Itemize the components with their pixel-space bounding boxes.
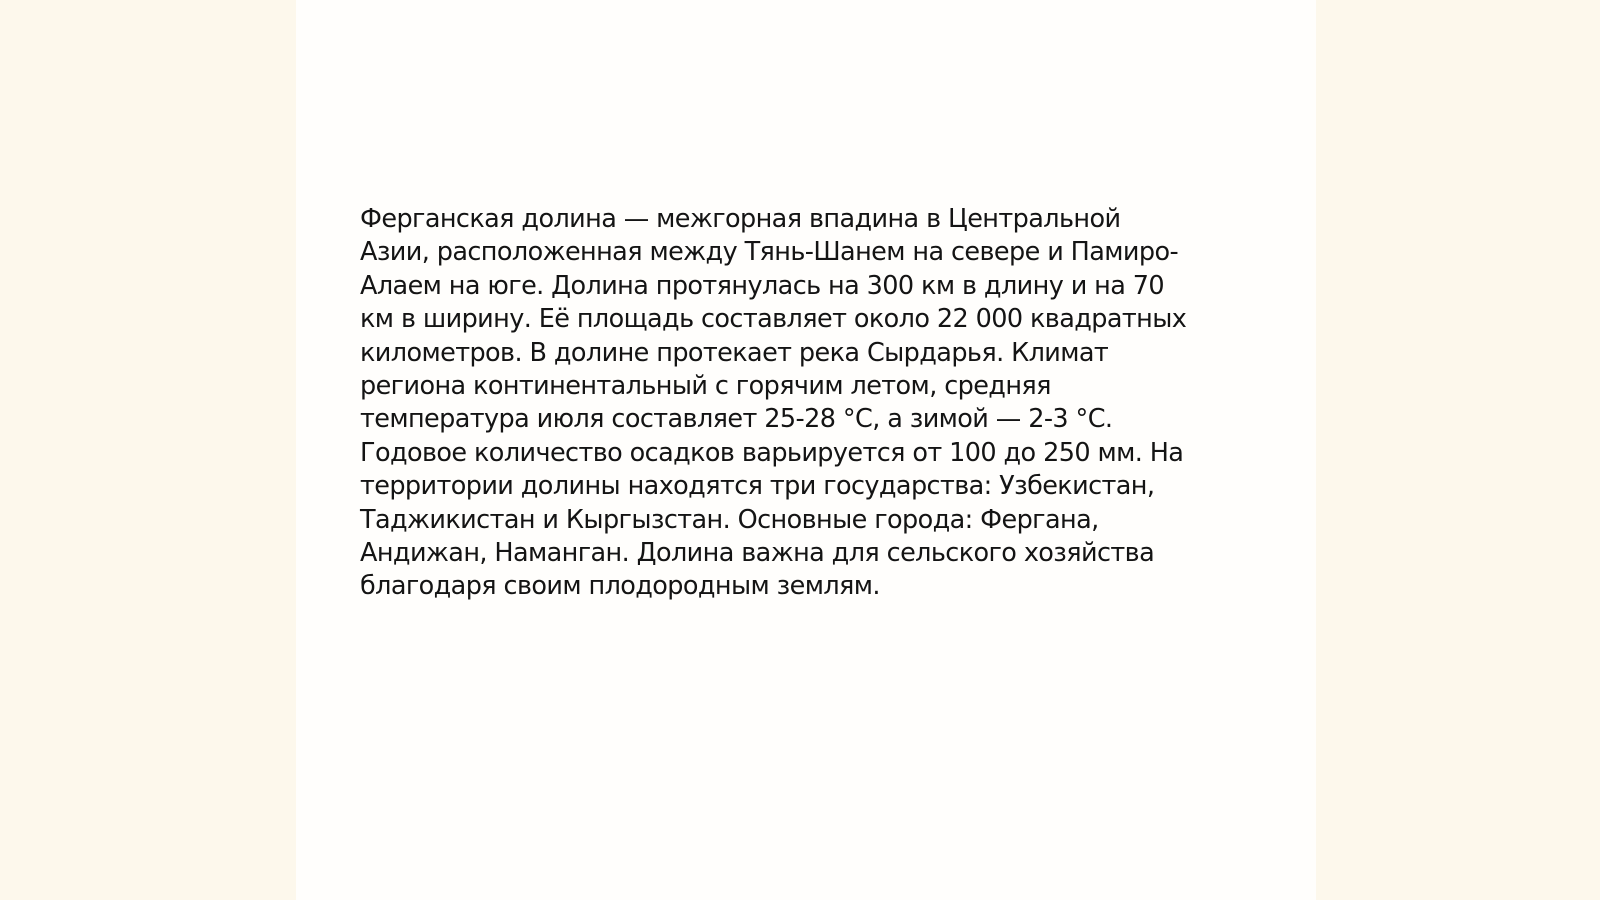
paragraph-line: Таджикистан и Кыргызстан. Основные города: Фергана, xyxy=(360,504,1099,535)
paragraph-line: Алаем на юге. Долина протянулась на 300 км в длину и на 70 xyxy=(360,270,1165,301)
paragraph-line: благодаря своим плодородным землям. xyxy=(360,571,880,602)
paragraph-line: Андижан, Наманган. Долина важна для сельского хозяйства xyxy=(360,538,1155,569)
paragraph-line: региона континентальный с горячим летом, средняя xyxy=(360,371,1051,402)
document-page xyxy=(296,0,1316,900)
paragraph-line: км в ширину. Её площадь составляет около 22 000 квадратных xyxy=(360,304,1187,335)
paragraph-line: километров. В долине протекает река Сырдарья. Климат xyxy=(360,337,1109,368)
paragraph-line: территории долины находятся три государства: Узбекистан, xyxy=(360,471,1155,502)
paragraph-line: Годовое количество осадков варьируется от 100 до 250 мм. На xyxy=(360,437,1184,468)
paragraph-line: Ферганская долина — межгорная впадина в Центральной xyxy=(360,204,1121,234)
paragraph-line: температура июля составляет 25-28 °C, а зимой — 2-3 °C. xyxy=(360,404,1113,435)
text-paragraph xyxy=(360,203,1240,604)
paragraph-line: Азии, расположенная между Тянь-Шанем на севере и Памиро- xyxy=(360,237,1179,268)
